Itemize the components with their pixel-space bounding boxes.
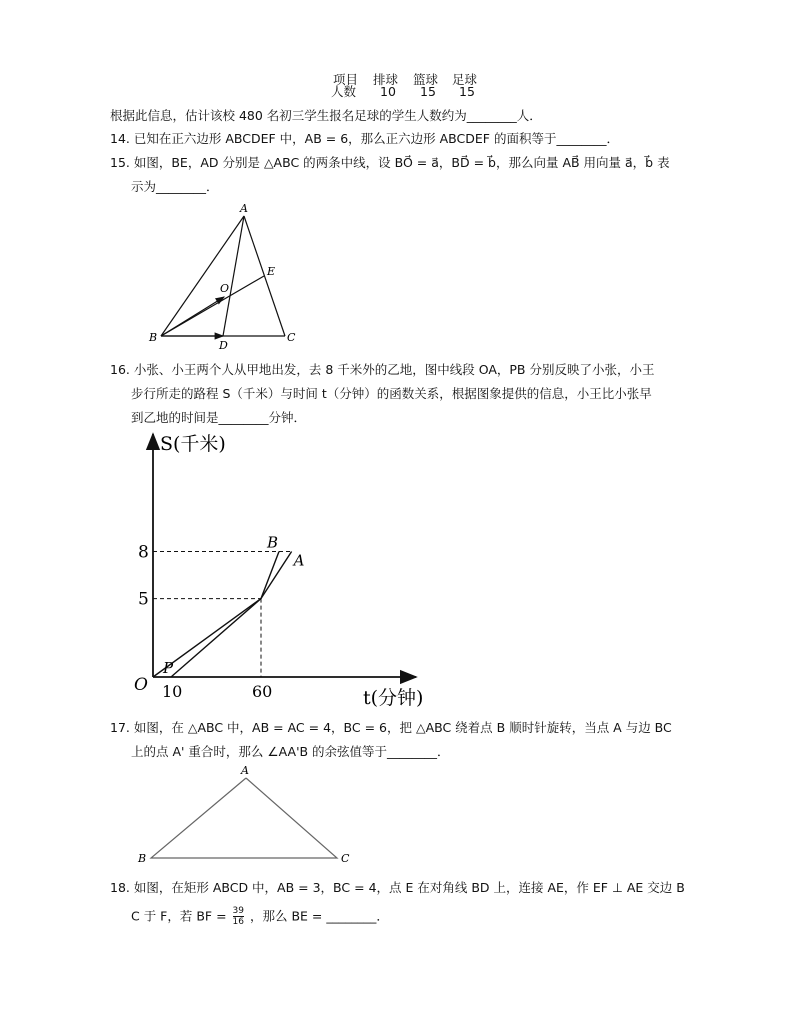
table-row-label: 人数 [331,84,357,99]
question-18-line2 [131,906,389,930]
table-header-item: 排球 [373,72,399,87]
y-tick-label: 8 [138,542,149,563]
question-14: 14. 已知在正六边形 ABCDEF 中，AB = 6，那么正六边形 ABCDEF 的面积等于________． [110,131,619,146]
table-header-label: 项目 [333,72,359,87]
table-header-item: 篮球 [413,72,439,87]
x-tick-label: 60 [252,682,273,701]
fraction [233,906,244,927]
point-label-A: A [293,551,305,570]
label-D: D [219,339,228,352]
y-axis-label: S(千米) [160,433,226,455]
x-tick-label: 10 [162,682,183,701]
table-row-value: 10 [380,84,396,99]
question-18-text-b: ，那么 BE = ________． [249,908,389,924]
question-16-line2: 步行所走的路程 S（千米）与时间 t（分钟）的函数关系，根据图象提供的信息，小王比小张早 [131,386,652,401]
fraction-denominator: 16 [232,917,244,927]
series-line-B [171,552,279,678]
table-header-item: 足球 [452,72,478,87]
label-C: C [287,331,296,344]
question-13-tail: 根据此信息，估计该校 480 名初三学生报名足球的学生人数约为________人． [110,108,542,123]
y-tick-label: 5 [138,589,149,610]
question-15-line2: 示为________． [131,179,219,194]
table-row-value: 15 [459,84,475,99]
question-16-line1: 16. 小张、小王两个人从甲地出发，去 8 千米外的乙地，图中线段 OA，PB 分别反映了小张，小王 [110,362,655,377]
question-16-line3: 到乙地的时间是________分钟． [131,410,307,425]
series-line-A [153,552,292,678]
q15-triangle-figure [140,196,310,356]
question-18-line1: 18. 如图，在矩形 ABCD 中，AB = 3，BC = 4，点 E 在对角线 BD 上，连接 AE，作 EF ⊥ AE 交边 B [110,880,685,895]
question-17-line1: 17. 如图，在 △ABC 中，AB = AC = 4，BC = 6，把 △ABC 绕着点 B 顺时针旋转，当点 A 与边 BC [110,720,672,735]
label-E: E [267,265,276,278]
label-B: B [149,331,158,344]
origin-label: O [134,675,148,695]
question-15-line1: 15. 如图，BE，AD 分别是 △ABC 的两条中线，设 BO⃗ = a⃗，BD⃗ = b⃗，那么向量 AB⃗ 用向量 a⃗，b⃗ 表 [110,155,670,170]
point-label-B: B [267,533,279,552]
q17-triangle-figure [135,762,355,872]
q16-distance-time-chart [130,428,450,713]
table-row-value: 15 [420,84,436,99]
stats-table [330,74,530,102]
label-A: A [240,202,248,215]
label-O: O [220,282,230,295]
label-B: B [138,852,147,865]
question-17-line2: 上的点 A' 重合时，那么 ∠AA'B 的余弦值等于________． [131,744,450,759]
x-axis-label: t(分钟) [363,687,424,709]
label-C: C [341,852,350,865]
label-A: A [241,764,249,777]
point-label-P: P [163,659,174,677]
question-18-text-a: C 于 F，若 BF = [131,908,227,924]
fraction-numerator: 39 [232,906,244,916]
